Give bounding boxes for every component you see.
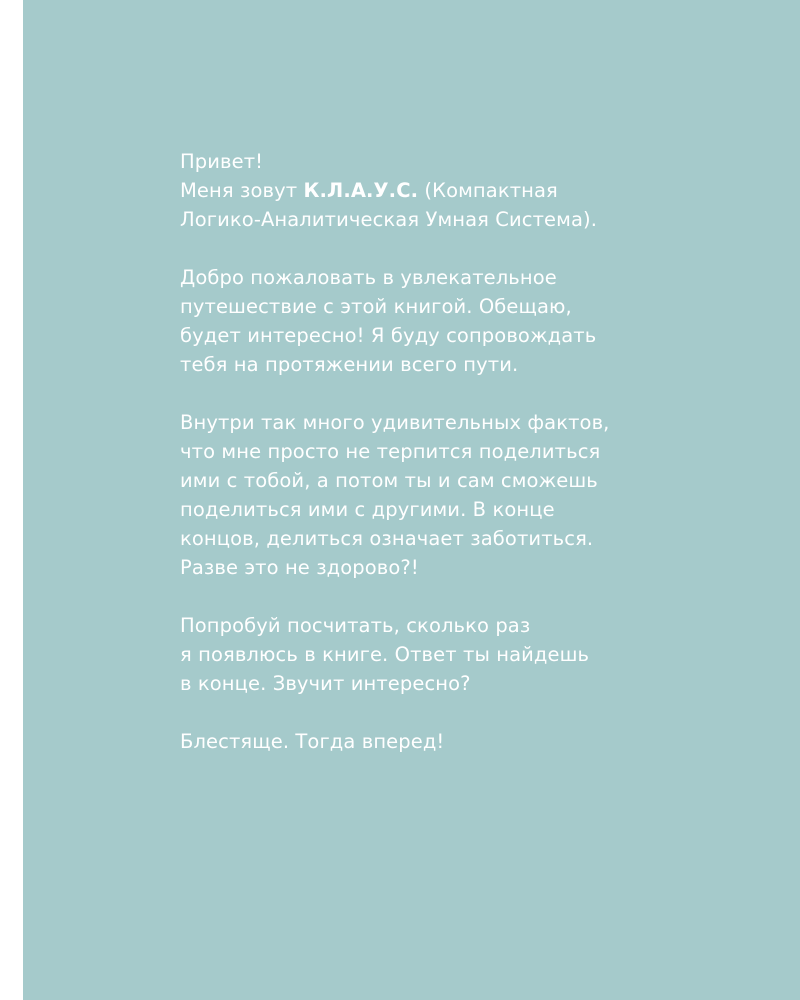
paragraph-closing bbox=[180, 727, 650, 756]
text-line: путешествие с этой книгой. Обещаю, bbox=[180, 295, 572, 318]
text-line: Добро пожаловать в увлекательное bbox=[180, 266, 557, 289]
text-line: что мне просто не терпится поделиться bbox=[180, 440, 601, 463]
text-line: Блестяще. Тогда вперед! bbox=[180, 730, 445, 753]
intro-text bbox=[180, 147, 650, 756]
paragraph-welcome bbox=[180, 263, 650, 379]
acronym-line: Логико-Аналитическая Умная Система). bbox=[180, 208, 598, 231]
intro-line bbox=[180, 176, 650, 205]
text-line: в конце. Звучит интересно? bbox=[180, 672, 471, 695]
text-line: тебя на протяжении всего пути. bbox=[180, 353, 519, 376]
paragraph-greeting bbox=[180, 147, 650, 234]
paragraph-count bbox=[180, 611, 650, 698]
text-line: будет интересно! Я буду сопровождать bbox=[180, 324, 597, 347]
text-line: я появлюсь в книге. Ответ ты найдешь bbox=[180, 643, 590, 666]
text-line: поделиться ими с другими. В конце bbox=[180, 498, 555, 521]
book-page bbox=[23, 0, 800, 1000]
text-line: Попробуй посчитать, сколько раз bbox=[180, 614, 531, 637]
text-line: Разве это не здорово?! bbox=[180, 556, 419, 579]
robot-name: К.Л.А.У.С. bbox=[303, 179, 419, 202]
paragraph-facts bbox=[180, 408, 650, 582]
intro-prefix: Меня зовут bbox=[180, 179, 304, 202]
intro-suffix: (Компактная bbox=[418, 179, 558, 202]
text-line: концов, делиться означает заботиться. bbox=[180, 527, 594, 550]
greeting-line: Привет! bbox=[180, 150, 264, 173]
text-line: Внутри так много удивительных фактов, bbox=[180, 411, 610, 434]
text-line: ими с тобой, а потом ты и сам сможешь bbox=[180, 469, 598, 492]
